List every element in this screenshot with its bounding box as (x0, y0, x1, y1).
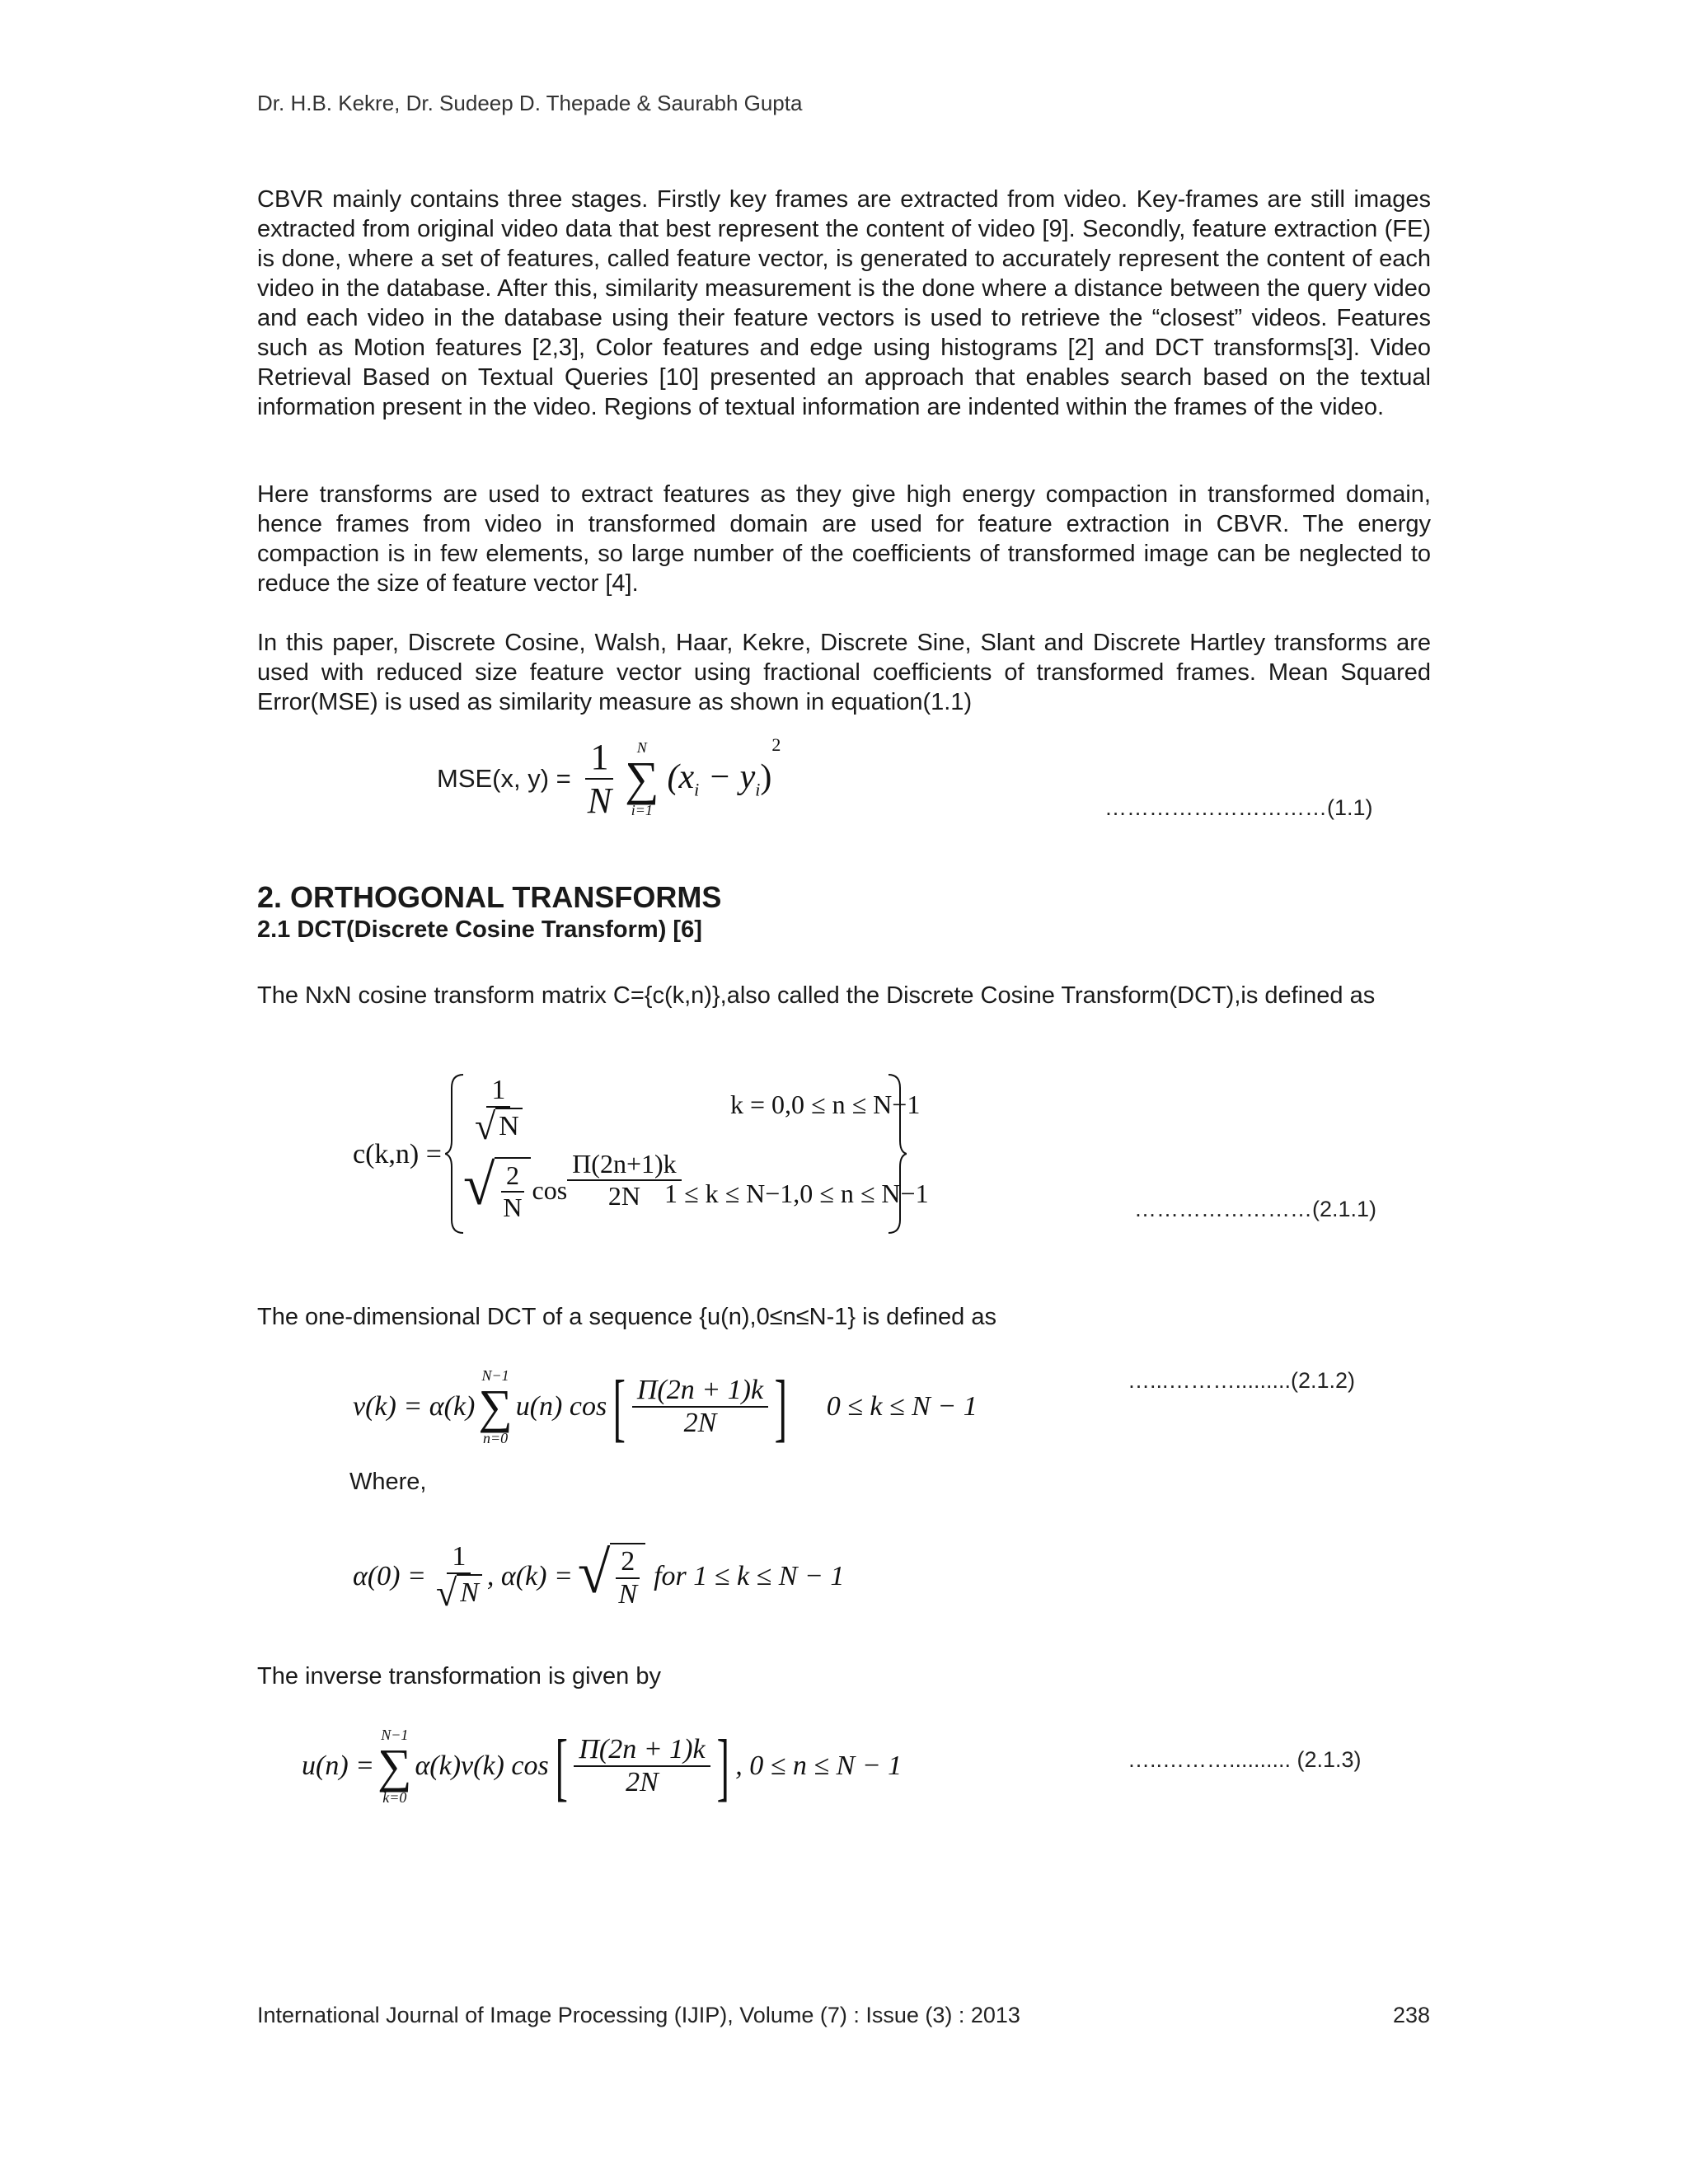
mse-sum-top: N (636, 739, 647, 756)
dct1d-fraction (632, 1375, 768, 1439)
mse-sub-i1: i (694, 779, 700, 800)
equation-mse (437, 725, 781, 832)
dct1d-sigma: ∑ (478, 1380, 513, 1433)
idct-mid: α(k)v(k) cos (415, 1750, 549, 1781)
idct-sum (377, 1727, 411, 1805)
dct-row2-n: N (503, 1193, 523, 1222)
dct1d-left-bracket: [ (612, 1365, 626, 1449)
dct1d-mid: u(n) cos (515, 1391, 607, 1422)
alpha-sqrt-n: N (618, 1579, 638, 1610)
mse-sigma: ∑ (625, 752, 659, 805)
mse-sum (625, 740, 659, 818)
equation-number-2-1-2: …...……….........(2.1.2) (1128, 1368, 1356, 1393)
dct-row1-fraction (470, 1075, 528, 1146)
dct1d-sum-top: N−1 (481, 1367, 509, 1384)
dct-row2-sqrt: √ $\frac{2}{N}$ (463, 1157, 531, 1223)
alpha-mid: , α(k) = (486, 1561, 573, 1591)
idct-lhs: u(n) = (302, 1750, 375, 1781)
mse-sum-bottom: i=1 (631, 802, 653, 818)
paragraph-cbvr-stages: CBVR mainly contains three stages. Firstly key frames are extracted from video. Key-frames are still images extracted from original video data that best represent the content of video [9]. Secondly, feature extraction (FE) is done, where a set of features, called feature vector, is generated to accurately represent the content of each video in the database. After this, similarity measurement is the done where a distance between the query video and each video in the database using their feature vectors is used to retrieve the “closest” videos. Features such as Motion features [2,3], Color features and edge using histograms [2] and DCT transforms[3]. Video Retrieval Based on Textual Queries [10] presented an approach that enables search based on the textual information present in the video. Regions of textual information are indented within the frames of the video. (257, 186, 1431, 420)
alpha-lhs: α(0) = (353, 1561, 426, 1591)
alpha-fraction: 1 √ N (431, 1541, 487, 1612)
idct-sigma: ∑ (377, 1739, 412, 1793)
dct-row2-frac-den: 2N (607, 1181, 640, 1211)
dct-row1-den: √ N (470, 1108, 528, 1146)
dct-row2-frac-num: Π(2n+1)k (567, 1149, 681, 1181)
dct1d-sum-bottom: n=0 (482, 1430, 509, 1446)
where-label: Where, (349, 1469, 427, 1495)
mse-x: (x (667, 757, 695, 796)
idct-frac-den: 2N (626, 1767, 659, 1797)
footer-journal: International Journal of Image Processing (IJIP), Volume (7) : Issue (3) : 2013 (257, 2003, 1020, 2027)
mse-frac-num: 1 (585, 736, 613, 780)
equation-number-2-1-1: ……………………(2.1.1) (1134, 1197, 1377, 1221)
paragraph-one-dim-dct: The one-dimensional DCT of a sequence {u(n),0≤n≤N-1} is defined as (257, 1304, 996, 1330)
dct1d-right-bracket: ] (774, 1365, 788, 1449)
dct-row2-two: 2 (501, 1160, 524, 1193)
mse-minus-y: − y (699, 757, 756, 796)
dct1d-condition: 0 ≤ k ≤ N − 1 (826, 1391, 978, 1422)
idct-fraction (574, 1734, 710, 1798)
equation-dct-1d (353, 1361, 978, 1452)
mse-frac-den: N (587, 780, 612, 821)
alpha-tail: for 1 ≤ k ≤ N − 1 (654, 1561, 845, 1591)
paragraph-this-paper: In this paper, Discrete Cosine, Walsh, Haar, Kekre, Discrete Sine, Slant and Discrete Hartley transforms are used with reduced size feature vector using fractional coefficients of transformed frames. Mean Squared Error(MSE) is used as similarity measure as shown in equation(1.1) (257, 630, 1431, 715)
idct-sum-bottom: k=0 (382, 1789, 407, 1806)
subsection-heading: 2.1 DCT(Discrete Cosine Transform) [6] (257, 916, 702, 943)
mse-fraction (583, 736, 617, 822)
alpha-frac-den-n: N (457, 1574, 482, 1612)
dct1d-sum (478, 1368, 512, 1446)
idct-right-bracket: ] (716, 1724, 729, 1808)
mse-sub-i2: i (755, 779, 761, 800)
equation-alpha (353, 1531, 844, 1622)
paragraph-transforms: Here transforms are used to extract features as they give high energy compaction in transformed domain, hence frames from video in transformed domain are used for feature extraction in CBVR. The energy compaction is in few elements, so large number of the coefficients of transformed image can be neglected to reduce the size of feature vector [4]. (257, 481, 1431, 597)
dct-matrix-lhs: c(k,n) = (353, 1139, 442, 1169)
mse-close: ) (760, 757, 772, 796)
equation-number-1-1: …………………………(1.1) (1104, 795, 1373, 820)
dct1d-frac-num: Π(2n + 1)k (632, 1375, 768, 1408)
equation-inverse-dct (302, 1721, 902, 1811)
dct-row1-den-n: N (495, 1108, 523, 1146)
dct-row2-term (463, 1149, 682, 1223)
dct-row1-condition: k = 0,0 ≤ n ≤ N−1 (730, 1090, 921, 1119)
mse-lhs: MSE(x, y) = (437, 764, 571, 793)
idct-condition: , 0 ≤ n ≤ N − 1 (735, 1750, 903, 1781)
paragraph-nxn: The NxN cosine transform matrix C={c(k,n)},also called the Discrete Cosine Transform(DCT),is defined as (257, 982, 1376, 1009)
equation-number-2-1-3: …..……….......... (2.1.3) (1128, 1747, 1362, 1772)
equation-dct-matrix (353, 1071, 946, 1236)
dct-row1-num: 1 (486, 1075, 510, 1108)
idct-sum-top: N−1 (381, 1727, 409, 1743)
dct1d-lhs: v(k) = α(k) (353, 1391, 476, 1422)
alpha-sqrt-two: 2 (616, 1546, 640, 1579)
dct1d-frac-den: 2N (683, 1408, 717, 1438)
paragraph-inverse: The inverse transformation is given by (257, 1663, 661, 1690)
idct-frac-num: Π(2n + 1)k (574, 1734, 710, 1767)
footer-page-number: 238 (1393, 2003, 1431, 2027)
mse-square: 2 (771, 733, 781, 755)
dct-row2-cos: cos (532, 1174, 568, 1205)
mse-body (667, 733, 781, 800)
alpha-sqrt: √ $\frac{2}{N}$ (578, 1543, 645, 1610)
idct-left-bracket: [ (555, 1724, 568, 1808)
alpha-frac-num: 1 (447, 1541, 471, 1574)
running-header: Dr. H.B. Kekre, Dr. Sudeep D. Thepade & Saurabh Gupta (257, 91, 803, 115)
dct-row2-condition: 1 ≤ k ≤ N−1,0 ≤ n ≤ N−1 (664, 1179, 929, 1208)
section-heading: 2. ORTHOGONAL TRANSFORMS (257, 880, 722, 914)
